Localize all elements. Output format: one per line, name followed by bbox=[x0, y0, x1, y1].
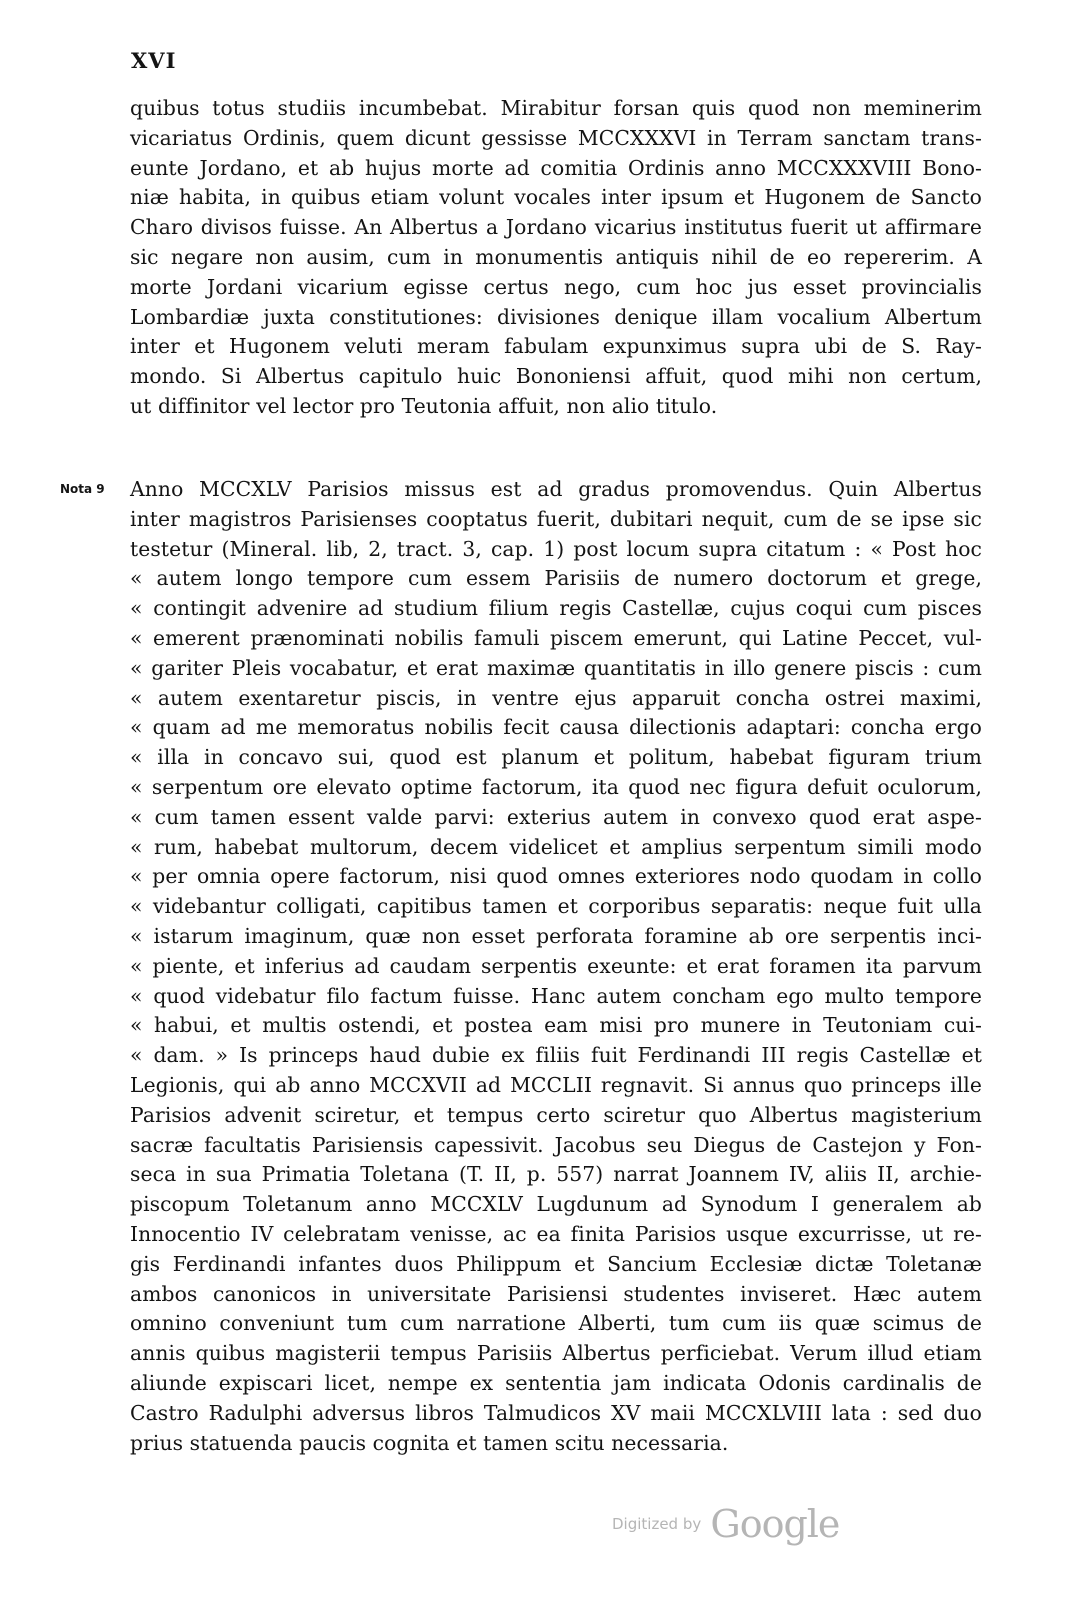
text-line: gis Ferdinandi infantes duos Philippum et Sancium Ecclesiæ dictæ Toletanæ bbox=[130, 1251, 982, 1276]
text-line: « habui, et multis ostendi, et postea eam misi pro munere in Teutoniam cui- bbox=[130, 1013, 982, 1038]
text-line: « per omnia opere factorum, nisi quod omnes exteriores nodo quodam in collo bbox=[130, 864, 982, 889]
text-line: « dam. » Is princeps haud dubie ex filiis fuit Ferdinandi III regis Castellæ et bbox=[130, 1043, 982, 1068]
text-line: vicariatus Ordinis, quem dicunt gessisse MCCXXXVI in Terram sanctam trans- bbox=[130, 125, 982, 150]
google-logo: Google bbox=[710, 1502, 840, 1546]
text-line: « autem longo tempore cum essem Parisiis de numero doctorum et grege, bbox=[130, 566, 982, 591]
digitized-by-label: Digitized by bbox=[612, 1515, 702, 1533]
text-line: « serpentum ore elevato optime factorum, ita quod nec figura defuit oculorum, bbox=[130, 774, 982, 799]
margin-note: Nota 9 bbox=[60, 482, 105, 496]
text-line: annis quibus magisterii tempus Parisiis Albertus perficiebat. Verum illud etiam bbox=[130, 1341, 982, 1366]
text-line: Innocentio IV celebratam venisse, ac ea finita Parisios usque excurrisse, ut re- bbox=[130, 1221, 982, 1246]
text-line: « piente, et inferius ad caudam serpentis exeunte: et erat foramen ita parvum bbox=[130, 953, 982, 978]
text-line: « cum tamen essent valde parvi: exterius autem in convexo quod erat aspe- bbox=[130, 804, 982, 829]
text-line: Legionis, qui ab anno MCCXVII ad MCCLII regnavit. Si annus quo princeps ille bbox=[130, 1072, 982, 1097]
text-line: Anno MCCXLV Parisios missus est ad gradus promovendus. Quin Albertus bbox=[130, 477, 982, 501]
text-line: eunte Jordano, et ab hujus morte ad comitia Ordinis anno MCCXXXVIII Bono- bbox=[130, 155, 982, 180]
text-line: « illa in concavo sui, quod est planum et politum, habebat figuram trium bbox=[130, 745, 982, 770]
text-line: ut diffinitor vel lector pro Teutonia affuit, non alio titulo. bbox=[130, 393, 718, 418]
text-line: omnino conveniunt tum cum narratione Alberti, tum cum iis quæ scimus de bbox=[130, 1311, 982, 1336]
text-line: « contingit advenire ad studium filium regis Castellæ, cujus coqui cum pisces bbox=[130, 596, 982, 621]
text-line: mondo. Si Albertus capitulo huic Bononiensi affuit, quod mihi non certum, bbox=[130, 364, 982, 389]
text-line: aliunde expiscari licet, nempe ex sententia jam indicata Odonis cardinalis de bbox=[130, 1370, 982, 1395]
text-line: sic negare non ausim, cum in monumentis antiquis nihil de eo repererim. A bbox=[130, 244, 982, 269]
text-line: testetur (Mineral. lib, 2, tract. 3, cap. 1) post locum supra citatum : « Post hoc bbox=[130, 536, 982, 561]
text-line: « rum, habebat multorum, decem videlicet et amplius serpentum simili modo bbox=[130, 834, 982, 859]
text-line: Castro Radulphi adversus libros Talmudicos XV maii MCCXLVIII lata : sed duo bbox=[130, 1400, 982, 1425]
text-line: « quod videbatur filo factum fuisse. Hanc autem concham ego multo tempore bbox=[130, 983, 982, 1008]
text-line: « gariter Pleis vocabatur, et erat maximæ quantitatis in illo genere piscis : cum bbox=[130, 655, 982, 680]
text-line: « quam ad me memoratus nobilis fecit causa dilectionis adaptari: concha ergo bbox=[130, 715, 982, 740]
text-line: « istarum imaginum, quæ non esset perforata foramine ab ore serpentis inci- bbox=[130, 923, 982, 948]
text-line: « autem exentaretur piscis, in ventre ejus apparuit concha ostrei maximi, bbox=[130, 685, 982, 710]
text-line: prius statuenda paucis cognita et tamen scitu necessaria. bbox=[130, 1430, 729, 1455]
paragraph-1 bbox=[130, 94, 982, 422]
text-line: Lombardiæ juxta constitutiones: divisiones denique illam vocalium Albertum bbox=[130, 304, 982, 329]
text-line: seca in sua Primatia Toletana (T. II, p. 557) narrat Joannem IV, aliis II, archie- bbox=[130, 1162, 982, 1187]
text-line: inter et Hugonem veluti meram fabulam expunximus supra ubi de S. Ray- bbox=[130, 334, 982, 359]
text-line: Parisios advenit sciretur, et tempus certo sciretur quo Albertus magisterium bbox=[130, 1102, 982, 1127]
text-line: ambos canonicos in universitate Parisiensi studentes inviseret. Hæc autem bbox=[130, 1281, 982, 1306]
page-number: XVI bbox=[131, 48, 177, 73]
text-line: sacræ facultatis Parisiensis capessivit. Jacobus seu Diegus de Castejon y Fon- bbox=[130, 1132, 982, 1157]
text-line: niæ habita, in quibus etiam volunt vocales inter ipsum et Hugonem de Sancto bbox=[130, 185, 982, 210]
paragraph-2 bbox=[130, 475, 982, 1458]
text-line: « emerent prænominati nobilis famuli piscem emerunt, qui Latine Peccet, vul- bbox=[130, 625, 982, 650]
text-line: « videbantur colligati, capitibus tamen et corporibus separatis: neque fuit ulla bbox=[130, 894, 982, 919]
text-line: piscopum Toletanum anno MCCXLV Lugdunum ad Synodum I generalem ab bbox=[130, 1192, 982, 1217]
text-line: Charo divisos fuisse. An Albertus a Jordano vicarius institutus fuerit ut affirmare bbox=[130, 215, 982, 240]
text-line: quibus totus studiis incumbebat. Mirabitur forsan quis quod non meminerim bbox=[130, 96, 982, 120]
text-line: morte Jordani vicarium egisse certus nego, cum hoc jus esset provincialis bbox=[130, 274, 982, 299]
digitized-by-google-watermark bbox=[612, 1502, 839, 1546]
text-line: inter magistros Parisienses cooptatus fuerit, dubitari nequit, cum de se ipse sic bbox=[130, 506, 982, 531]
